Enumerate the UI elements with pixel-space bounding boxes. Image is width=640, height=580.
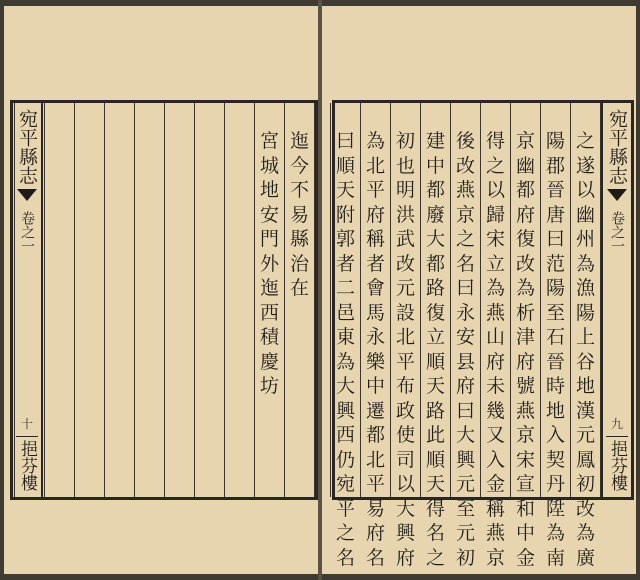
text-column: 之 遂 以 幽 州 為 漁 陽 上 谷 地 漢 元 鳳 初 改 為 廣 <box>571 103 601 497</box>
folio-number-left: 十 <box>20 417 33 431</box>
book-title-left: 宛平縣志 <box>16 109 38 185</box>
text-column <box>195 103 225 497</box>
text-column: 為 北 平 府 稱 者 會 馬 永 樂 中 遷 都 北 平 易 府 名 <box>361 103 391 497</box>
fishtail-mark-right <box>607 189 627 201</box>
juan-label-right: 卷之一 <box>609 211 625 253</box>
text-column <box>165 103 195 497</box>
studio-name-right: 挹芬樓 <box>606 436 628 491</box>
right-page <box>322 6 636 574</box>
right-text-frame <box>332 100 634 569</box>
juan-label-left: 卷之一 <box>19 211 35 253</box>
text-column <box>301 103 331 497</box>
text-column <box>225 103 255 497</box>
text-column: 初 也 明 洪 武 改 元 設 北 平 布 政 使 司 以 大 興 府 <box>391 103 421 497</box>
text-column: 迤 今 不 易 縣 治 在 <box>285 103 315 497</box>
text-column: 曰 順 天 附 郭 者 二 邑 東 為 大 興 西 仍 宛 平 之 名 <box>331 103 361 497</box>
text-column <box>15 103 45 497</box>
text-column: 宮 城 地 安 門 外 迤 西 積 慶 坊 <box>255 103 285 497</box>
text-column <box>0 103 15 497</box>
right-margin-column <box>601 103 631 497</box>
text-column <box>135 103 165 497</box>
text-column: 後 改 燕 京 之 名 曰 永 安 县 府 曰 大 興 元 至 元 初 <box>451 103 481 497</box>
text-column <box>75 103 105 497</box>
book-title-right: 宛平縣志 <box>606 109 628 185</box>
studio-name-left: 挹芬樓 <box>16 436 38 491</box>
left-page <box>4 6 318 574</box>
text-column: 陽 郡 晉 唐 曰 范 陽 至 石 晉 時 地 入 契 丹 陞 為 南 <box>541 103 571 497</box>
text-column: 建 中 都 廢 大 都 路 復 立 順 天 路 此 順 天 得 名 之 <box>421 103 451 497</box>
text-column <box>105 103 135 497</box>
text-column: 得 之 以 歸 宋 立 為 燕 山 府 未 幾 又 入 金 稱 燕 京 <box>481 103 511 497</box>
text-column: 京 幽 都 府 復 改 為 析 津 府 號 燕 京 宋 宣 和 中 金 <box>511 103 541 497</box>
left-text-frame <box>10 100 318 500</box>
text-column <box>45 103 75 497</box>
folio-number-right: 九 <box>610 417 623 431</box>
